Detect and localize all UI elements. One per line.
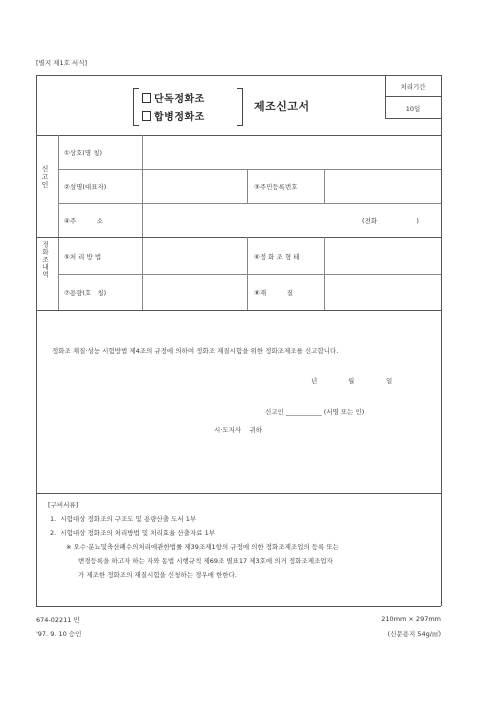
date-month-label: 월 [348, 377, 355, 385]
label-capacity: ⑦용량(호 칭) [64, 289, 107, 297]
signature-line[interactable]: 신고인 ___________ (서명 또는 인) [265, 408, 365, 416]
footer-code: 674-02211 민 [36, 616, 80, 624]
date-year-label: 년 [311, 377, 318, 385]
frame-right [441, 75, 442, 606]
period-box-divider [385, 96, 441, 97]
checkbox-icon[interactable] [142, 93, 151, 103]
document-note-1: ※ 오수·분뇨및축산폐수의처리에관한법률 제39조제1항의 규정에 의한 정화조제조업의 등록 또는 [66, 543, 339, 551]
period-box-bottom [385, 118, 441, 119]
label-company-name: ①상호(명 칭) [64, 149, 103, 157]
option-combined[interactable]: 합병정화조 [142, 108, 205, 123]
form-reference: [별지 제1호 서식] [36, 59, 88, 67]
period-label: 처리기간 [400, 83, 426, 91]
frame-top [36, 75, 441, 76]
representative-field[interactable] [143, 170, 246, 202]
label-representative: ②성명(대표자) [64, 183, 107, 191]
form-title: 제조신고서 [254, 100, 310, 113]
row-line-5 [36, 310, 441, 311]
label-phone: (전화 ) [362, 217, 419, 225]
section-divider [58, 135, 59, 310]
label-resident-number: ③주민등록번호 [254, 183, 298, 191]
capacity-field[interactable] [143, 275, 246, 309]
material-field[interactable] [325, 275, 440, 309]
mid-divider-rows45 [247, 237, 248, 310]
address-field[interactable] [143, 204, 358, 236]
frame-left [36, 75, 37, 606]
label-tank-type: ⑥정 화 조 형 태 [254, 253, 300, 261]
document-item-2: 2. 시험대상 정화조의 처리방법 및 처리효율 산출자료 1부 [50, 529, 216, 537]
document-note-3: 가 제조한 정화조의 재질시험을 신청하는 경우에 한한다. [78, 571, 237, 579]
documents-top-line [36, 493, 441, 494]
label-address: ④주 소 [64, 217, 104, 225]
tank-type-field[interactable] [325, 238, 440, 273]
footer-approval: '97. 9. 10 승인 [36, 630, 82, 638]
mid-divider-row2 [247, 169, 248, 203]
section-content: 정화조내역 [41, 241, 49, 279]
footer-size: 210mm × 297mm [381, 615, 441, 623]
footer-paper: (신문용지 54g/㎡) [387, 630, 441, 638]
period-value: 10일 [405, 105, 421, 113]
document-item-1: 1. 시험대상 정화조의 구조도 및 용량산출 도서 1부 [50, 515, 197, 523]
resident-number-field[interactable] [325, 170, 440, 202]
checkbox-icon[interactable] [142, 111, 151, 121]
date-day-label: 일 [386, 377, 393, 385]
document-note-2: 변경등록을 하고자 하는 자와 동법 시행규칙 제69조 별표17 제3호에 의거 정화조제조업자 [78, 557, 333, 565]
recipient: 시·도지사 귀하 [214, 426, 263, 434]
declaration-text: 정화조 재질·성능 시험방법 제4조의 규정에 의하여 정화조 재질시험을 위한 정화조제조를 신고합니다. [52, 347, 339, 355]
documents-header: [구비서류] [48, 501, 79, 509]
process-method-field[interactable] [143, 238, 246, 273]
section-applicant: 신고인 [41, 165, 49, 189]
option-single[interactable]: 단독정화조 [142, 90, 205, 105]
label-material: ⑧재 질 [254, 289, 294, 297]
company-name-field[interactable] [143, 136, 440, 168]
label-process-method: ⑤처 리 방 법 [64, 253, 102, 261]
frame-bottom [36, 606, 441, 607]
